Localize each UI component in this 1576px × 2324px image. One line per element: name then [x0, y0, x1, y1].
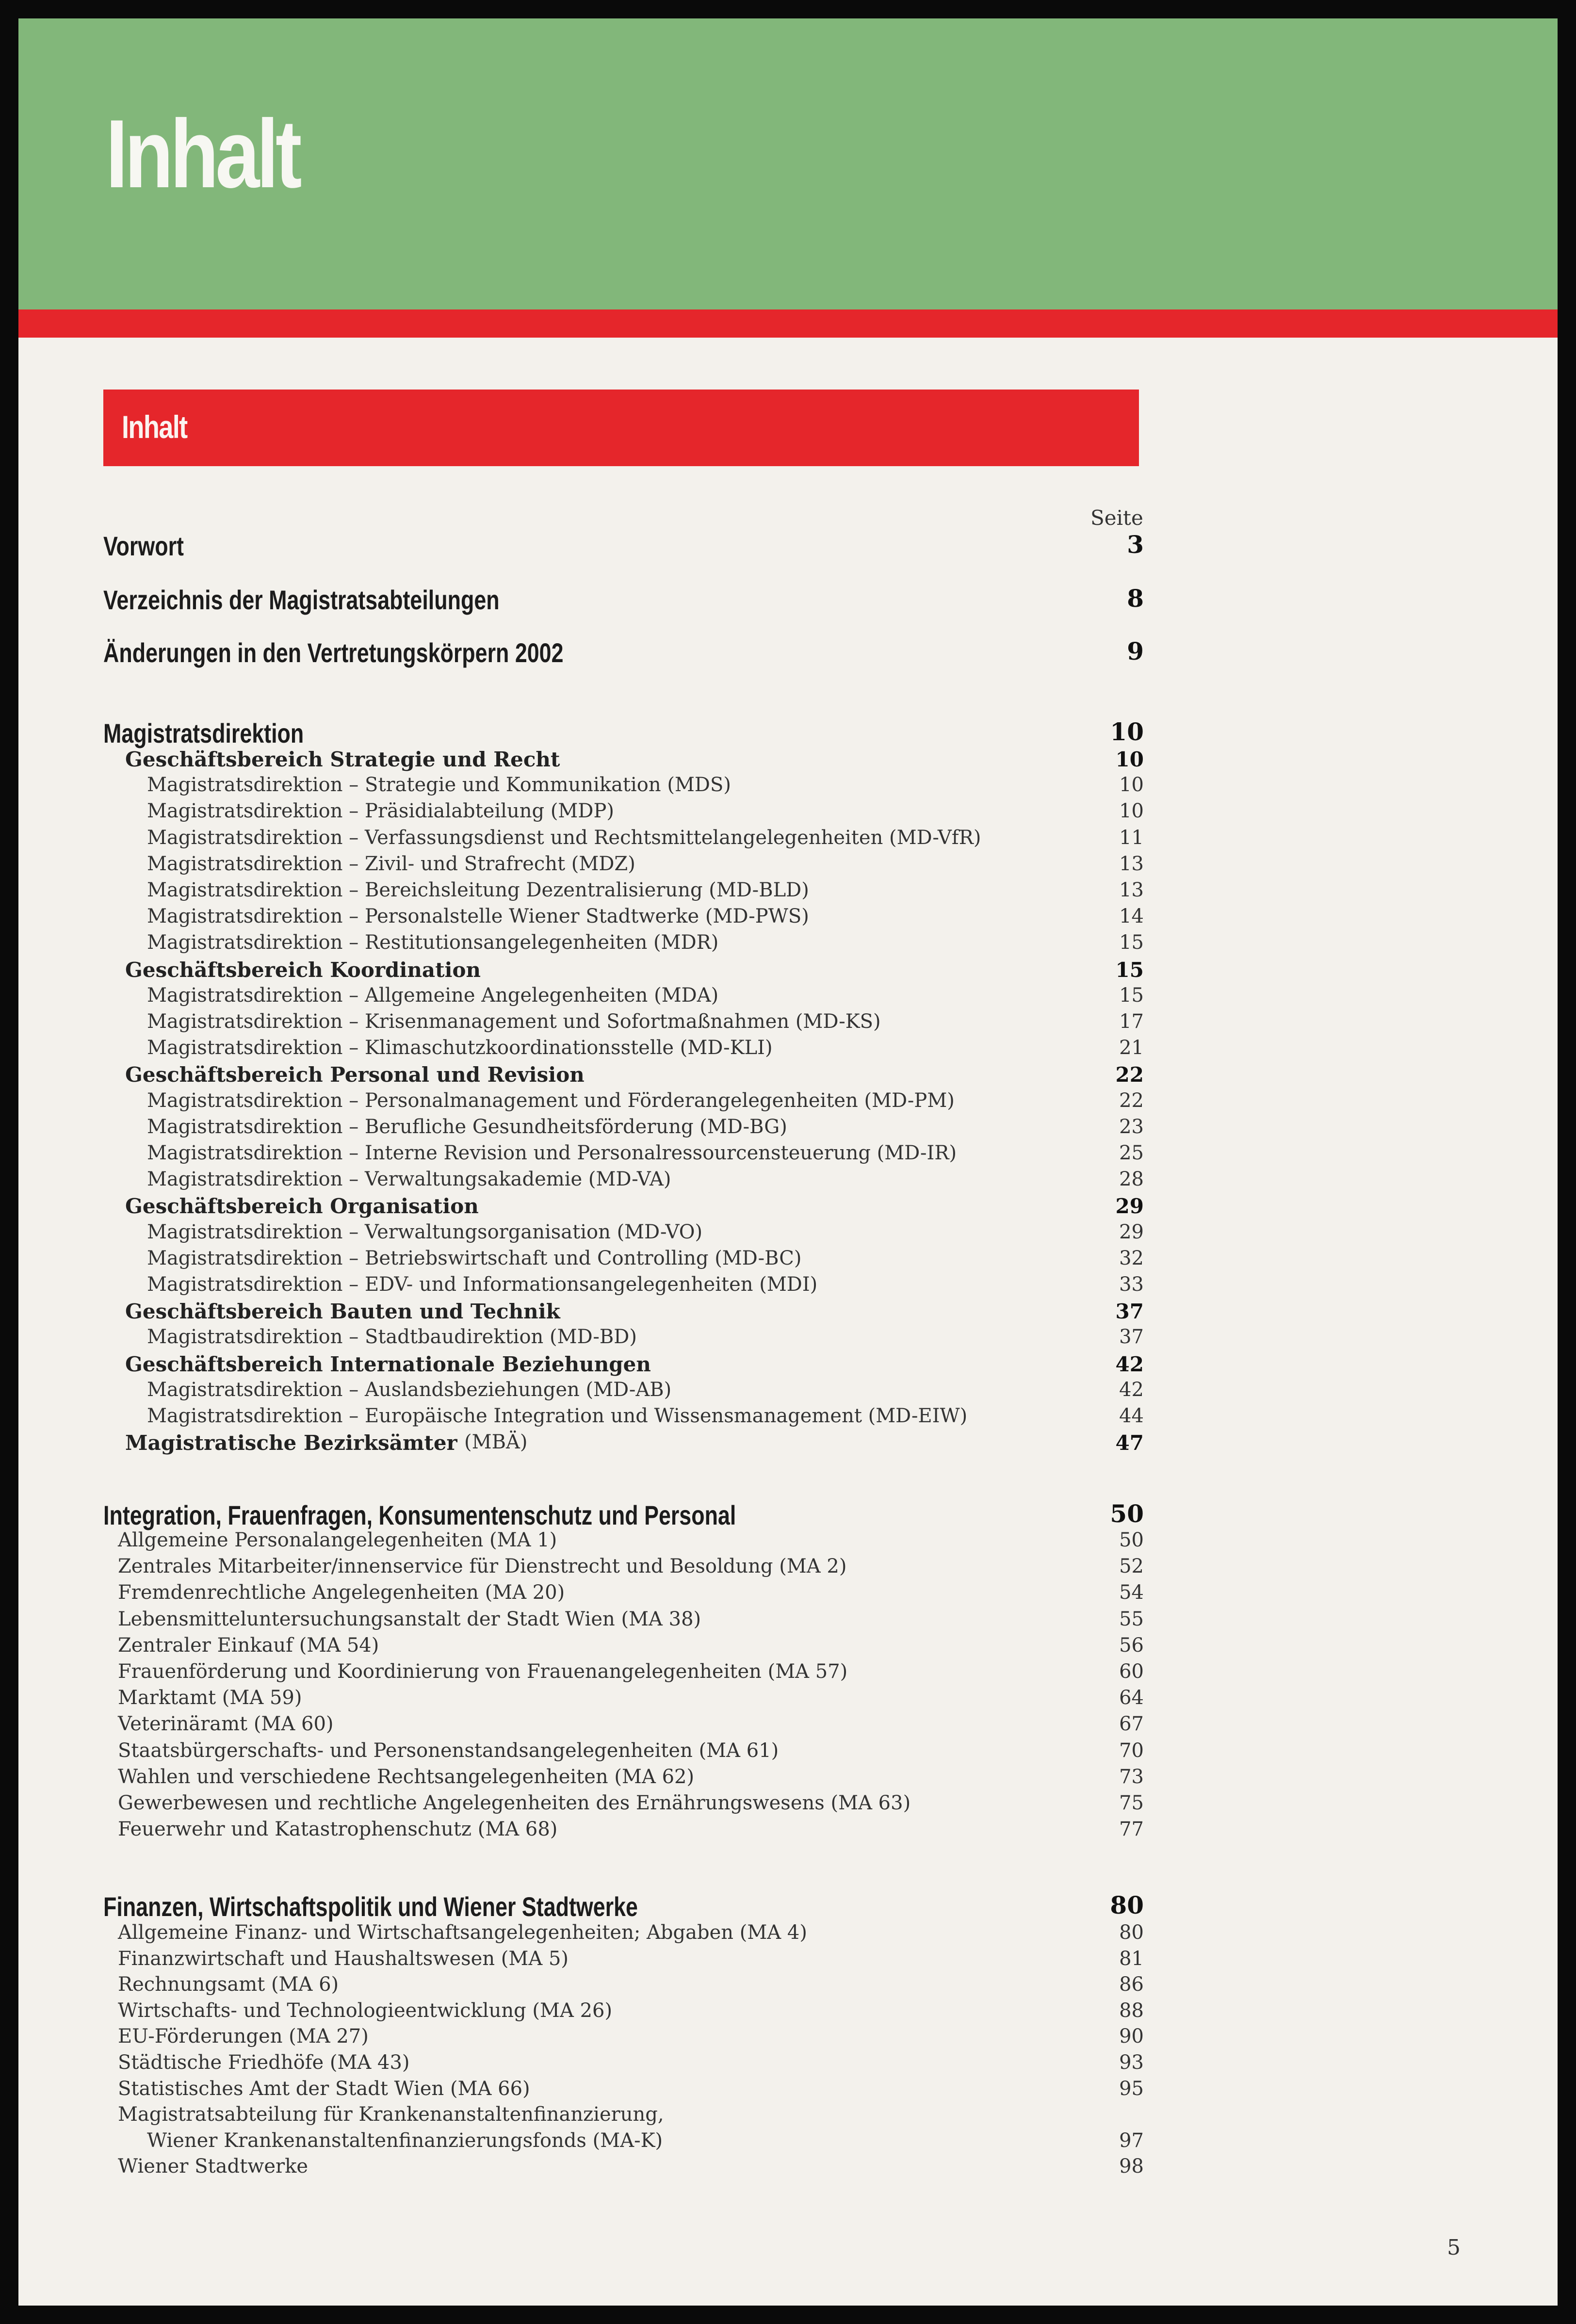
- toc-entry-page: 88: [1119, 1999, 1144, 2022]
- toc-entry-page: 56: [1119, 1634, 1144, 1657]
- toc-entry-page: 64: [1119, 1687, 1144, 1709]
- toc-entry-page: 98: [1119, 2155, 1144, 2178]
- toc-entry-label: Magistratsdirektion – Verwaltungsorganisation (MD-VO): [147, 1221, 703, 1243]
- toc-entry[interactable]: [18, 1713, 1558, 1740]
- toc-entry[interactable]: [18, 879, 1558, 906]
- toc-entry-page: 33: [1119, 1273, 1144, 1296]
- toc-entry-label: Magistratsdirektion – Krisenmanagement und Sofortmaßnahmen (MD-KS): [147, 1010, 881, 1033]
- toc-entry[interactable]: [18, 1660, 1558, 1688]
- toc-entry-label: Frauenförderung und Koordinierung von Frauenangelegenheiten (MA 57): [118, 1660, 848, 1683]
- toc-entry[interactable]: [18, 2051, 1558, 2079]
- toc-entry-label: Staatsbürgerschafts- und Personenstandsangelegenheiten (MA 61): [118, 1739, 779, 1762]
- toc-entry[interactable]: [18, 1405, 1558, 1432]
- toc-entry[interactable]: [18, 1116, 1558, 1143]
- toc-entry-label: Wiener Krankenanstaltenfinanzierungsfonds (MA-K): [147, 2129, 663, 2152]
- toc-entry-page: 15: [1115, 958, 1144, 982]
- toc-entry-page: 77: [1119, 1818, 1144, 1840]
- toc-entry[interactable]: [18, 1818, 1558, 1845]
- toc-entry-label: Magistratsdirektion – Allgemeine Angelegenheiten (MDA): [147, 984, 719, 1007]
- toc-entry[interactable]: [18, 905, 1558, 932]
- toc-entry-main[interactable]: [18, 530, 1558, 561]
- toc-entry[interactable]: [18, 984, 1558, 1011]
- toc-entry-page: 90: [1119, 2025, 1144, 2048]
- toc-entry-label: EU-Förderungen (MA 27): [118, 2025, 369, 2048]
- toc-entry[interactable]: [18, 2025, 1558, 2052]
- toc-entry-label: Magistratsdirektion – Verwaltungsakademie (MD-VA): [147, 1168, 671, 1190]
- toc-entry[interactable]: [18, 2129, 1558, 2157]
- toc-entry-page: 14: [1119, 905, 1144, 927]
- toc-entry-label: Magistratsabteilung für Krankenanstaltenfinanzierung,: [118, 2103, 664, 2126]
- toc-entry-label: Magistratsdirektion – Bereichsleitung Dezentralisierung (MD-BLD): [147, 879, 809, 901]
- toc-entry-page: 17: [1119, 1010, 1144, 1033]
- toc-entry[interactable]: [18, 1379, 1558, 1406]
- toc-entry-page: 29: [1115, 1194, 1144, 1218]
- toc-entry-label: Rechnungsamt (MA 6): [118, 1973, 339, 1996]
- toc-entry-page: 75: [1119, 1792, 1144, 1814]
- toc-entry-label: Geschäftsbereich Koordination: [125, 958, 481, 982]
- toc-entry[interactable]: [18, 1555, 1558, 1582]
- toc-entry[interactable]: [18, 1608, 1558, 1635]
- toc-entry-page: 15: [1119, 931, 1144, 954]
- toc-subsection-heading[interactable]: [18, 1431, 1558, 1458]
- toc-entry-label: Magistratsdirektion – EDV- und Informationsangelegenheiten (MDI): [147, 1273, 818, 1296]
- toc-entry-page: 73: [1119, 1766, 1144, 1788]
- toc-entry-label: Allgemeine Finanz- und Wirtschaftsangelegenheiten; Abgaben (MA 4): [118, 1921, 807, 1944]
- toc-entry-page: 86: [1119, 1973, 1144, 1996]
- toc-entry[interactable]: [18, 1142, 1558, 1169]
- toc-entry-page: 10: [1119, 800, 1144, 822]
- toc-entry-page: 32: [1119, 1247, 1144, 1269]
- toc-entry-page: 80: [1119, 1921, 1144, 1944]
- toc-entry-page: 80: [1110, 1891, 1144, 1919]
- toc-subsection-heading[interactable]: [18, 1194, 1558, 1221]
- toc-entry-page: 42: [1119, 1379, 1144, 1401]
- toc-entry-page: 47: [1115, 1431, 1144, 1455]
- section-title: Inhalt: [122, 409, 187, 445]
- toc-entry-label: Magistratsdirektion – Klimaschutzkoordinationsstelle (MD-KLI): [147, 1037, 773, 1059]
- toc-subsection-heading[interactable]: [18, 1063, 1558, 1090]
- toc-entry-page: 13: [1119, 879, 1144, 901]
- toc-entry-label: Integration, Frauenfragen, Konsumentenschutz und Personal: [103, 1500, 736, 1530]
- toc-subsection-heading[interactable]: [18, 958, 1558, 985]
- toc-entry[interactable]: [18, 1581, 1558, 1609]
- toc-entry-label: Statistisches Amt der Stadt Wien (MA 66): [118, 2078, 530, 2100]
- toc-entry-label: Verzeichnis der Magistratsabteilungen: [103, 585, 500, 615]
- toc-entry-page: 28: [1119, 1168, 1144, 1190]
- toc-subsection-heading[interactable]: [18, 1352, 1558, 1380]
- toc-entry-label: Magistratsdirektion – Personalstelle Wiener Stadtwerke (MD-PWS): [147, 905, 809, 927]
- header-stripe: [18, 309, 1558, 338]
- toc-subsection-heading[interactable]: [18, 748, 1558, 775]
- toc-entry-page: 13: [1119, 853, 1144, 875]
- toc-entry[interactable]: [18, 1921, 1558, 1949]
- toc-entry-label: Veterinäramt (MA 60): [118, 1713, 334, 1735]
- toc-entry-page: 37: [1115, 1300, 1144, 1323]
- toc-entry[interactable]: [18, 1221, 1558, 1248]
- toc-entry-page: 10: [1119, 774, 1144, 796]
- toc-entry[interactable]: [18, 2155, 1558, 2182]
- toc-entry-label: Feuerwehr und Katastrophenschutz (MA 68): [118, 1818, 558, 1840]
- toc-entry-page: 50: [1119, 1529, 1144, 1551]
- toc-entry-label: Magistratsdirektion – Stadtbaudirektion (MD-BD): [147, 1326, 637, 1348]
- toc-entry-label: Geschäftsbereich Strategie und Recht: [125, 748, 560, 771]
- toc-entry[interactable]: [18, 1999, 1558, 2027]
- toc-entry-label: Magistratsdirektion – Berufliche Gesundheitsförderung (MD-BG): [147, 1116, 787, 1138]
- toc-entry-label: Magistratsdirektion – Betriebswirtschaft und Controlling (MD-BC): [147, 1247, 802, 1269]
- toc-entry[interactable]: [18, 1326, 1558, 1353]
- toc-entry[interactable]: [18, 1010, 1558, 1038]
- toc-entry-label: Gewerbewesen und rechtliche Angelegenheiten des Ernährungswesens (MA 63): [118, 1792, 911, 1814]
- toc-entry[interactable]: [18, 1948, 1558, 1975]
- toc-entry-label: Zentraler Einkauf (MA 54): [118, 1634, 379, 1657]
- toc-entry[interactable]: [18, 827, 1558, 854]
- toc-entry-page: 8: [1127, 584, 1144, 613]
- seite-column-label: Seite: [1090, 506, 1143, 530]
- toc-entry[interactable]: [18, 1273, 1558, 1300]
- toc-entry-page: 25: [1119, 1142, 1144, 1164]
- toc-entry-label: Marktamt (MA 59): [118, 1687, 302, 1709]
- toc-entry[interactable]: [18, 2078, 1558, 2105]
- toc-entry-page: 11: [1119, 827, 1144, 849]
- toc-entry-page: 10: [1115, 748, 1144, 771]
- toc-entry-page: 22: [1115, 1063, 1144, 1087]
- toc-entry[interactable]: [18, 1089, 1558, 1117]
- toc-entry-label: Wirtschafts- und Technologieentwicklung (MA 26): [118, 1999, 613, 2022]
- toc-entry-label: Geschäftsbereich Bauten und Technik: [125, 1300, 560, 1323]
- toc-entry-page: 95: [1119, 2078, 1144, 2100]
- toc-entry-label: Finanzen, Wirtschaftspolitik und Wiener Stadtwerke: [103, 1891, 638, 1922]
- toc-subsection-heading[interactable]: [18, 1300, 1558, 1327]
- toc-entry-label: Geschäftsbereich Organisation: [125, 1194, 479, 1218]
- toc-entry-label: Magistratsdirektion – Zivil- und Strafrecht (MDZ): [147, 853, 635, 875]
- toc-entry-label: Magistratsdirektion – Präsidialabteilung (MDP): [147, 800, 614, 822]
- page-number: 5: [1447, 2235, 1461, 2260]
- toc-entry[interactable]: [18, 1168, 1558, 1195]
- toc-entry-label: Lebensmitteluntersuchungsanstalt der Stadt Wien (MA 38): [118, 1608, 701, 1630]
- toc-entry-page: 54: [1119, 1581, 1144, 1604]
- toc-entry-label: Fremdenrechtliche Angelegenheiten (MA 20): [118, 1581, 565, 1604]
- toc-entry-label: Zentrales Mitarbeiter/innenservice für Dienstrecht und Besoldung (MA 2): [118, 1555, 847, 1577]
- toc-entry-suffix: (MBÄ): [464, 1431, 528, 1453]
- toc-entry[interactable]: [18, 1792, 1558, 1819]
- document-page: [18, 18, 1558, 2306]
- toc-entry-page: 42: [1115, 1352, 1144, 1376]
- toc-entry[interactable]: [18, 1687, 1558, 1714]
- toc-entry-label: Magistratsdirektion – Personalmanagement und Förderangelegenheiten (MD-PM): [147, 1089, 955, 1112]
- toc-section-heading[interactable]: [18, 1499, 1558, 1530]
- toc-entry-label: Geschäftsbereich Internationale Beziehungen: [125, 1352, 651, 1376]
- toc-entry-label: Finanzwirtschaft und Haushaltswesen (MA 5): [118, 1948, 569, 1970]
- toc-section-heading[interactable]: [18, 717, 1558, 748]
- toc-entry-page: 37: [1119, 1326, 1144, 1348]
- toc-entry[interactable]: [18, 1247, 1558, 1274]
- toc-entry-page: 70: [1119, 1739, 1144, 1762]
- toc-entry-label: Magistratsdirektion – Europäische Integration und Wissensmanagement (MD-EIW): [147, 1405, 968, 1427]
- toc-entry[interactable]: [18, 1634, 1558, 1661]
- toc-entry-page: 55: [1119, 1608, 1144, 1630]
- toc-entry-label: Wiener Stadtwerke: [118, 2155, 309, 2178]
- toc-entry-page: 10: [1110, 717, 1144, 746]
- toc-entry-page: 52: [1119, 1555, 1144, 1577]
- section-bar: [103, 390, 1139, 466]
- toc-entry-label: Allgemeine Personalangelegenheiten (MA 1): [118, 1529, 557, 1551]
- toc-entry-label: Magistratsdirektion – Auslandsbeziehungen (MD-AB): [147, 1379, 672, 1401]
- toc-entry-label: Änderungen in den Vertretungskörpern 2002: [103, 637, 564, 668]
- toc-entry[interactable]: [18, 853, 1558, 880]
- toc-entry[interactable]: [18, 931, 1558, 959]
- toc-entry-page: 3: [1127, 530, 1144, 559]
- toc-entry-page: 97: [1119, 2129, 1144, 2152]
- toc-entry-page: 60: [1119, 1660, 1144, 1683]
- toc-entry[interactable]: [18, 774, 1558, 801]
- toc-entry[interactable]: [18, 800, 1558, 827]
- toc-entry-page: 93: [1119, 2051, 1144, 2074]
- toc-entry-main[interactable]: [18, 637, 1558, 668]
- toc-entry-page: 50: [1110, 1499, 1144, 1528]
- toc-entry-page: 23: [1119, 1116, 1144, 1138]
- toc-entry-label: Magistratsdirektion – Restitutionsangelegenheiten (MDR): [147, 931, 719, 954]
- toc-entry[interactable]: [18, 1973, 1558, 2000]
- toc-entry-label: Geschäftsbereich Personal und Revision: [125, 1063, 585, 1087]
- toc-entry-label: Magistratsdirektion – Strategie und Kommunikation (MDS): [147, 774, 731, 796]
- toc-entry-label: Magistratsdirektion – Interne Revision und Personalressourcensteuerung (MD-IR): [147, 1142, 957, 1164]
- toc-entry-label: Magistratsdirektion: [103, 718, 304, 748]
- toc-entry-label: Magistratsdirektion – Verfassungsdienst und Rechtsmittelangelegenheiten (MD-VfR): [147, 827, 981, 849]
- toc-entry-page: 9: [1127, 637, 1144, 666]
- toc-entry-label: Vorwort: [103, 531, 184, 561]
- toc-entry[interactable]: [18, 1739, 1558, 1767]
- toc-entry-page: 81: [1119, 1948, 1144, 1970]
- toc-entry-label: Wahlen und verschiedene Rechtsangelegenheiten (MA 62): [118, 1766, 695, 1788]
- toc-entry-main[interactable]: [18, 584, 1558, 615]
- page-title: Inhalt: [106, 100, 299, 208]
- toc-entry-label: Magistratische Bezirksämter: [125, 1431, 457, 1455]
- toc-entry[interactable]: [18, 2103, 1558, 2130]
- toc-section-heading[interactable]: [18, 1891, 1558, 1922]
- toc-entry[interactable]: [18, 1037, 1558, 1064]
- toc-entry[interactable]: [18, 1529, 1558, 1556]
- toc-entry-page: 44: [1119, 1405, 1144, 1427]
- toc-entry-label: Städtische Friedhöfe (MA 43): [118, 2051, 410, 2074]
- toc-entry-page: 29: [1119, 1221, 1144, 1243]
- toc-entry-page: 15: [1119, 984, 1144, 1007]
- toc-entry-page: 67: [1119, 1713, 1144, 1735]
- toc-entry-page: 21: [1119, 1037, 1144, 1059]
- toc-entry-page: 22: [1119, 1089, 1144, 1112]
- toc-entry[interactable]: [18, 1766, 1558, 1793]
